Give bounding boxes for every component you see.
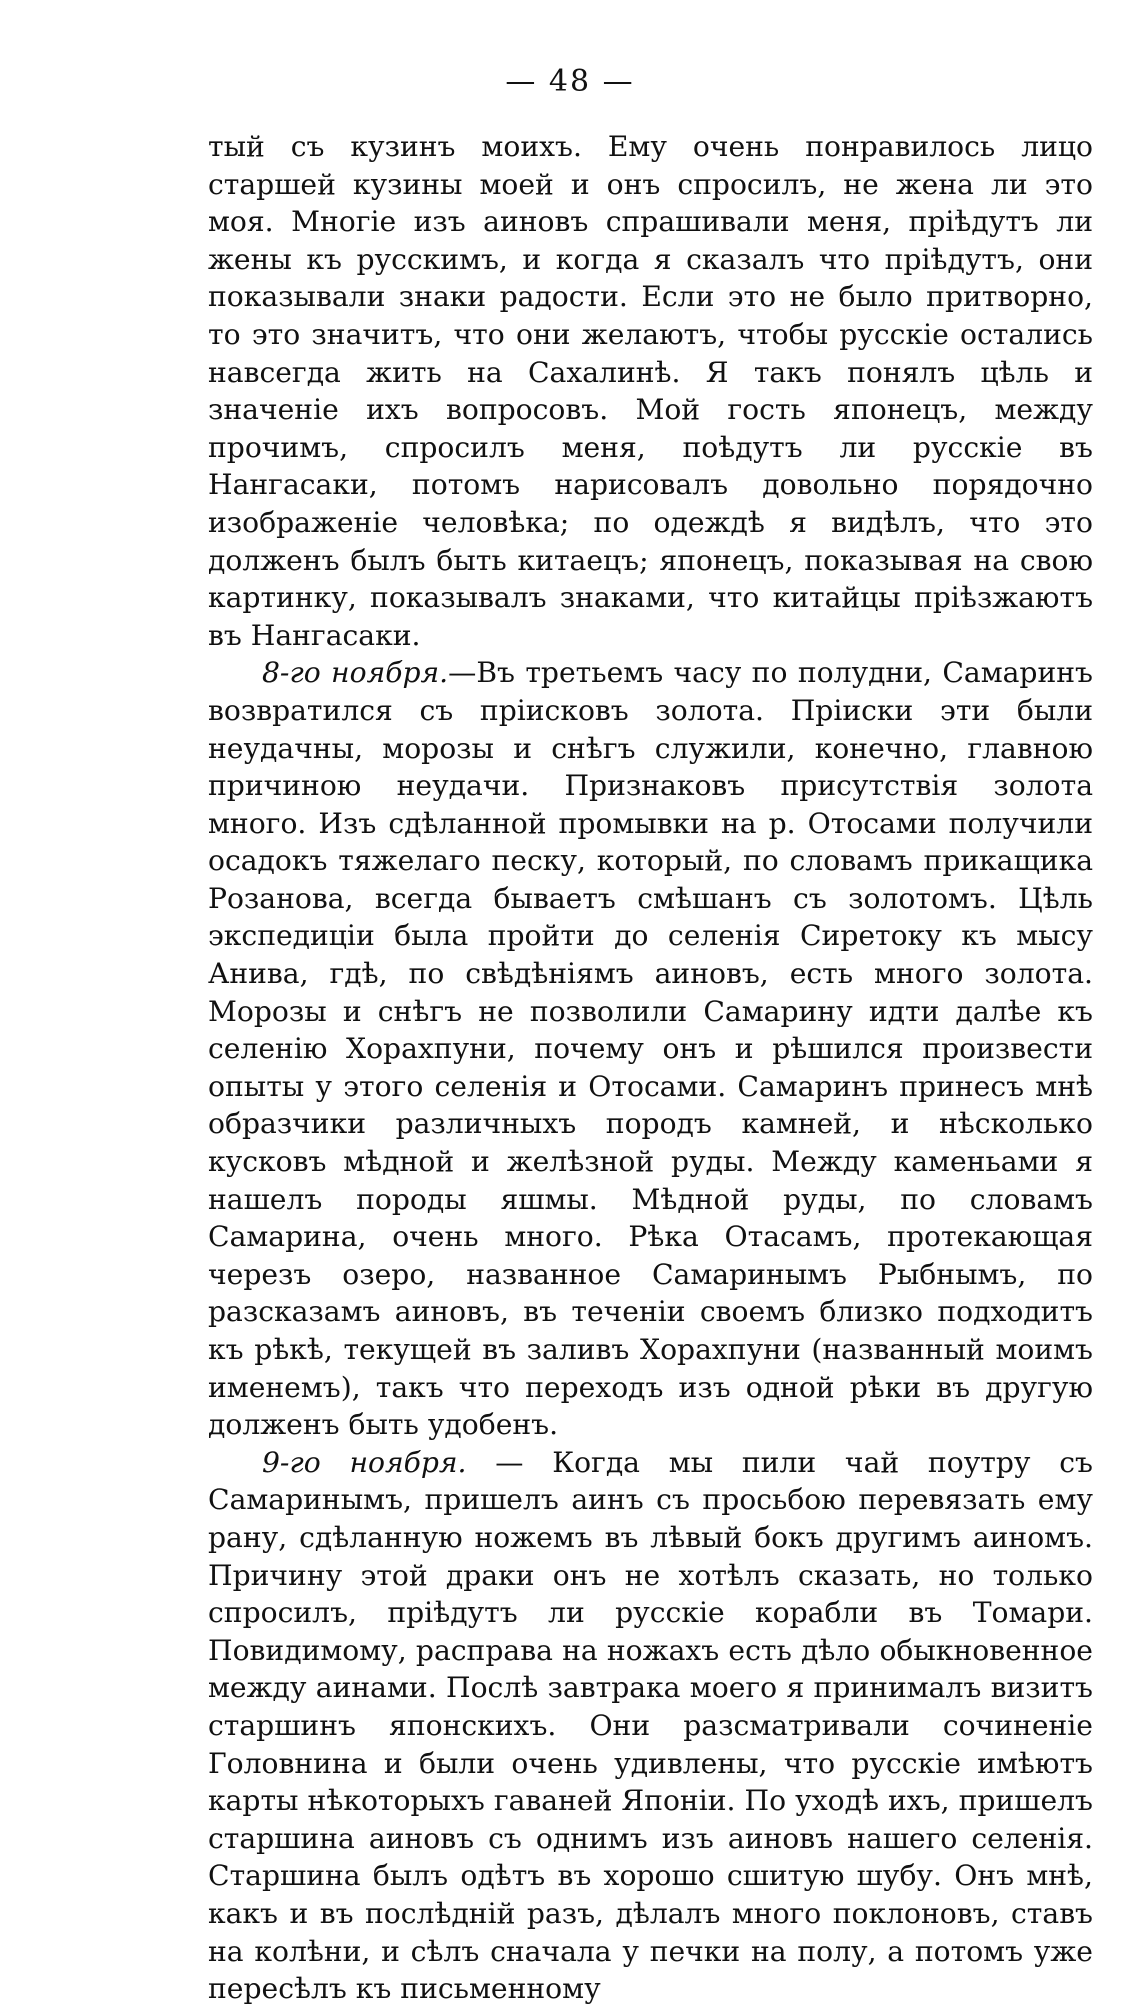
paragraph-text: — Когда мы пили чай поутру съ Самаринымъ, пришелъ аинъ съ просьбою перевязать ему рану, сдѣланную ножемъ въ лѣвый бокъ другимъ аиномъ. Причину этой драки онъ не хотѣлъ сказать, но только спросилъ, пріѣдутъ ли русскіе корабли въ Томари. Повидимому, расправа на ножахъ есть дѣло обыкновенное между аинами. Послѣ завтрака моего я принималъ визитъ старшинъ японскихъ. Они разсматривали сочиненіе Головнина и были очень удивлены, что русскіе имѣютъ карты нѣкоторыхъ гаваней Японіи. По уходѣ ихъ, пришелъ старшина аиновъ съ однимъ изъ аиновъ нашего селенія. Старшина былъ одѣтъ въ хорошо сшитую шубу. Онъ мнѣ, какъ и въ послѣдній разъ, дѣлалъ много поклоновъ, ставъ на колѣни, и сѣлъ сначала у печки на полу, а потомъ уже пересѣлъ къ письменному	[208, 1445, 1093, 2006]
paragraph-text: тый съ кузинъ моихъ. Ему очень понравилось лицо старшей кузины моей и онъ спросилъ, не жена ли это моя. Многіе изъ аиновъ спрашивали меня, пріѣдутъ ли жены къ русскимъ, и когда я сказалъ что пріѣдутъ, они показывали знаки радости. Если это не было притворно, то это значитъ, что они желаютъ, чтобы русскіе остались навсегда жить на Сахалинѣ. Я такъ понялъ цѣль и значеніе ихъ вопросовъ. Мой гость японецъ, между прочимъ, спросилъ меня, поѣдутъ ли русскіе въ Нангасаки, потомъ нарисовалъ довольно порядочно изображеніе человѣка; по одеждѣ я видѣлъ, что это долженъ былъ быть китаецъ; японецъ, показывая на свою картинку, показывалъ знаками, что китайцы пріѣзжаютъ въ Нангасаки.	[208, 130, 1093, 652]
paragraph-continuation	[208, 128, 1093, 654]
entry-date: 8-го ноября.	[262, 656, 449, 690]
paragraph-nov-8	[208, 654, 1093, 1443]
paragraph-nov-9	[208, 1444, 1093, 2008]
page-number: — 48 —	[505, 64, 635, 99]
body-text	[208, 128, 1093, 2008]
paragraph-text: —Въ третьемъ часу по полудни, Самаринъ возвратился съ пріисковъ золота. Пріиски эти были неудачны, морозы и снѣгъ служили, конечно, главною причиною неудачи. Признаковъ присутствія золота много. Изъ сдѣланной промывки на р. Отосами получили осадокъ тяжелаго песку, который, по словамъ прикащика Розанова, всегда бываетъ смѣшанъ съ золотомъ. Цѣль экспедиціи была пройти до селенія Сиретоку къ мысу Анива, гдѣ, по свѣдѣніямъ аиновъ, есть много золота. Морозы и снѣгъ не позволили Самарину идти далѣе къ селенію Хорахпуни, почему онъ и рѣшился произвести опыты у этого селенія и Отосами. Самаринъ принесъ мнѣ образчики различныхъ породъ камней, и нѣсколько кусковъ мѣдной и желѣзной руды. Между каменьами я нашелъ породы яшмы. Мѣдной руды, по словамъ Самарина, очень много. Рѣка Отасамъ, протекающая черезъ озеро, названное Самаринымъ Рыбнымъ, по разсказамъ аиновъ, въ теченіи своемъ близко подходитъ къ рѣкѣ, текущей въ заливъ Хорахпуни (названный моимъ именемъ), такъ что переходъ изъ одной рѣки въ другую долженъ быть удобенъ.	[208, 656, 1093, 1442]
entry-date: 9-го ноября.	[262, 1445, 467, 1479]
